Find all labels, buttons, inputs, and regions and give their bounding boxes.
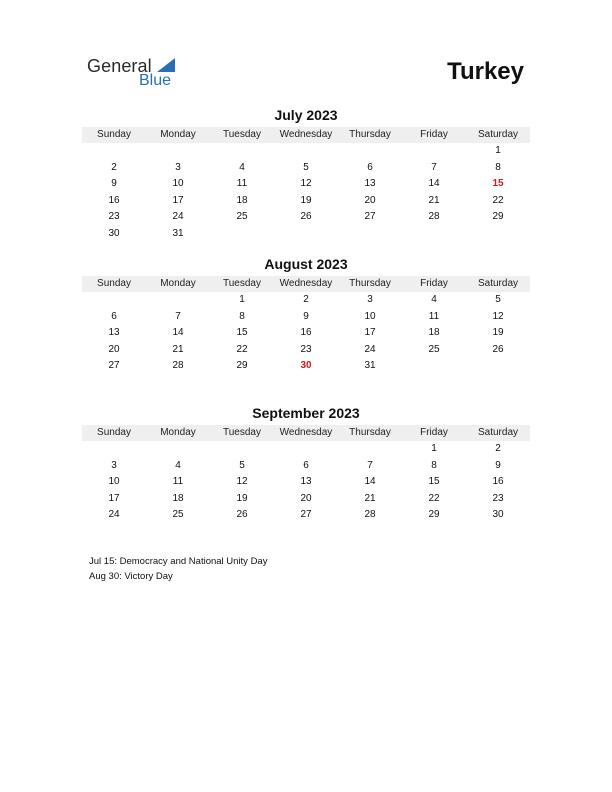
day-cell: 27 — [300, 509, 312, 521]
day-cell: 13 — [364, 178, 376, 190]
country-title: Turkey — [447, 58, 524, 85]
day-cell: 8 — [239, 310, 245, 322]
day-cell: 15 — [428, 476, 440, 488]
day-cell: 11 — [428, 310, 440, 322]
day-cell: 9 — [303, 310, 309, 322]
day-cell: 14 — [364, 476, 376, 488]
day-cell: 13 — [300, 476, 312, 488]
holiday-note: Aug 30: Victory Day — [89, 570, 173, 582]
day-cell: 27 — [364, 211, 376, 223]
day-cell: 21 — [172, 343, 184, 355]
day-cell: 5 — [303, 161, 309, 173]
day-cell: 7 — [431, 161, 437, 173]
day-cell: 10 — [364, 310, 376, 322]
empty-day-cell — [274, 441, 338, 458]
holiday-note: Jul 15: Democracy and National Unity Day — [89, 556, 268, 567]
day-cell: 31 — [364, 360, 376, 372]
day-cell: 12 — [300, 178, 312, 190]
day-cell: 5 — [239, 459, 245, 471]
week-row — [82, 193, 530, 210]
month-title: July 2023 — [274, 107, 338, 123]
holiday-notes — [89, 555, 267, 584]
day-cell: 26 — [300, 211, 312, 223]
weekday-label: Sunday — [97, 278, 131, 289]
weekday-label: Tuesday — [223, 129, 261, 140]
week-row — [82, 358, 530, 375]
general-blue-logo — [87, 56, 187, 92]
empty-day-cell — [146, 441, 210, 458]
day-cell: 10 — [108, 476, 120, 488]
day-cell: 17 — [364, 327, 376, 339]
day-cell: 3 — [111, 459, 117, 471]
weekday-label: Friday — [420, 129, 448, 140]
day-cell: 28 — [172, 360, 184, 372]
weekday-label: Friday — [420, 427, 448, 438]
week-row — [82, 176, 530, 193]
month-calendar — [82, 106, 530, 243]
empty-day-cell — [82, 441, 146, 458]
day-cell: 8 — [431, 459, 437, 471]
day-cell: 1 — [239, 294, 245, 305]
day-cell: 7 — [175, 310, 181, 322]
day-cell: 20 — [300, 492, 312, 504]
day-cell: 2 — [303, 294, 309, 305]
day-cell: 12 — [236, 476, 248, 488]
day-cell: 22 — [428, 492, 440, 504]
day-cell: 29 — [236, 360, 248, 372]
day-cell: 18 — [236, 194, 248, 206]
week-row — [82, 474, 530, 491]
logo-blue-text: Blue — [139, 72, 172, 89]
day-cell: 9 — [495, 459, 501, 471]
month-title: August 2023 — [264, 256, 348, 272]
day-cell: 23 — [108, 211, 120, 223]
day-cell: 16 — [300, 327, 312, 339]
day-cell: 25 — [236, 211, 248, 223]
day-cell: 29 — [428, 509, 440, 521]
weekday-label: Thursday — [349, 278, 391, 289]
day-cell: 13 — [108, 327, 120, 339]
day-cell: 30 — [492, 509, 504, 521]
day-cell: 25 — [428, 343, 440, 355]
day-cell: 19 — [300, 194, 312, 206]
day-cell: 25 — [172, 509, 184, 521]
empty-day-cell — [338, 441, 402, 458]
day-cell: 10 — [172, 178, 184, 190]
holiday-day-cell: 30 — [300, 360, 312, 372]
day-cell: 24 — [172, 211, 184, 223]
week-row — [82, 325, 530, 342]
empty-day-cell — [402, 226, 466, 243]
day-cell: 3 — [175, 161, 181, 173]
empty-day-cell — [274, 143, 338, 160]
day-cell: 29 — [492, 211, 504, 223]
day-cell: 1 — [495, 145, 501, 156]
weekday-header-row — [82, 425, 530, 441]
weekday-label: Monday — [160, 129, 196, 140]
day-cell: 7 — [367, 459, 373, 471]
empty-day-cell — [210, 441, 274, 458]
week-row — [82, 441, 530, 458]
month-calendar — [82, 404, 530, 524]
week-row — [82, 507, 530, 524]
day-cell: 26 — [492, 343, 504, 355]
empty-day-cell — [210, 143, 274, 160]
day-cell: 6 — [111, 310, 117, 322]
day-cell: 31 — [172, 227, 184, 239]
day-cell: 5 — [495, 294, 501, 305]
day-cell: 20 — [364, 194, 376, 206]
week-row — [82, 143, 530, 160]
holiday-day-cell: 15 — [492, 178, 504, 190]
logo-triangle-icon — [157, 58, 175, 72]
month-calendar — [82, 255, 530, 375]
day-cell: 22 — [236, 343, 248, 355]
empty-day-cell — [146, 292, 210, 309]
empty-day-cell — [82, 143, 146, 160]
day-cell: 28 — [364, 509, 376, 521]
day-cell: 26 — [236, 509, 248, 521]
empty-day-cell — [402, 358, 466, 375]
weekday-label: Saturday — [477, 427, 519, 438]
day-cell: 17 — [108, 492, 120, 504]
day-cell: 17 — [172, 194, 184, 206]
day-cell: 20 — [108, 343, 120, 355]
day-cell: 18 — [172, 492, 184, 504]
weekday-header-row — [82, 276, 530, 292]
day-cell: 4 — [431, 294, 437, 305]
day-cell: 14 — [428, 178, 440, 190]
empty-day-cell — [402, 143, 466, 160]
logo-general-text: General — [87, 56, 152, 76]
empty-day-cell — [466, 226, 530, 243]
weekday-label: Tuesday — [223, 427, 261, 438]
weekday-label: Saturday — [477, 278, 519, 289]
week-row — [82, 209, 530, 226]
day-cell: 3 — [367, 294, 373, 305]
day-cell: 30 — [108, 227, 120, 239]
week-row — [82, 491, 530, 508]
day-cell: 23 — [492, 492, 504, 504]
day-cell: 6 — [303, 459, 309, 471]
day-cell: 27 — [108, 360, 120, 372]
day-cell: 18 — [428, 327, 440, 339]
day-cell: 22 — [492, 194, 504, 206]
empty-day-cell — [274, 226, 338, 243]
empty-day-cell — [210, 226, 274, 243]
day-cell: 12 — [492, 310, 504, 322]
day-cell: 11 — [172, 476, 184, 488]
empty-day-cell — [466, 358, 530, 375]
week-row — [82, 226, 530, 243]
weekday-label: Wednesday — [279, 278, 333, 289]
day-cell: 14 — [172, 327, 184, 339]
weekday-label: Thursday — [349, 129, 391, 140]
day-cell: 21 — [428, 194, 440, 206]
weekday-header-row — [82, 127, 530, 143]
empty-day-cell — [82, 292, 146, 309]
empty-day-cell — [338, 226, 402, 243]
day-cell: 15 — [236, 327, 248, 339]
weekday-label: Thursday — [349, 427, 391, 438]
day-cell: 8 — [495, 161, 501, 173]
week-row — [82, 458, 530, 475]
empty-day-cell — [146, 143, 210, 160]
week-row — [82, 342, 530, 359]
weekday-label: Tuesday — [223, 278, 261, 289]
day-cell: 21 — [364, 492, 376, 504]
day-cell: 23 — [300, 343, 312, 355]
weekday-label: Saturday — [477, 129, 519, 140]
day-cell: 28 — [428, 211, 440, 223]
weekday-label: Monday — [160, 427, 196, 438]
week-row — [82, 309, 530, 326]
day-cell: 4 — [175, 459, 181, 471]
weekday-label: Wednesday — [279, 129, 333, 140]
day-cell: 6 — [367, 161, 373, 173]
day-cell: 11 — [236, 178, 248, 190]
day-cell: 16 — [108, 194, 120, 206]
empty-day-cell — [338, 143, 402, 160]
day-cell: 19 — [236, 492, 248, 504]
day-cell: 2 — [495, 443, 501, 454]
weekday-label: Sunday — [97, 129, 131, 140]
day-cell: 4 — [239, 161, 245, 173]
day-cell: 24 — [364, 343, 376, 355]
week-row — [82, 292, 530, 309]
weekday-label: Friday — [420, 278, 448, 289]
week-row — [82, 160, 530, 177]
day-cell: 24 — [108, 509, 120, 521]
day-cell: 2 — [111, 161, 117, 173]
weekday-label: Monday — [160, 278, 196, 289]
day-cell: 9 — [111, 178, 117, 190]
day-cell: 1 — [431, 443, 437, 454]
day-cell: 19 — [492, 327, 504, 339]
day-cell: 16 — [492, 476, 504, 488]
month-title: September 2023 — [252, 405, 360, 421]
weekday-label: Sunday — [97, 427, 131, 438]
weekday-label: Wednesday — [279, 427, 333, 438]
